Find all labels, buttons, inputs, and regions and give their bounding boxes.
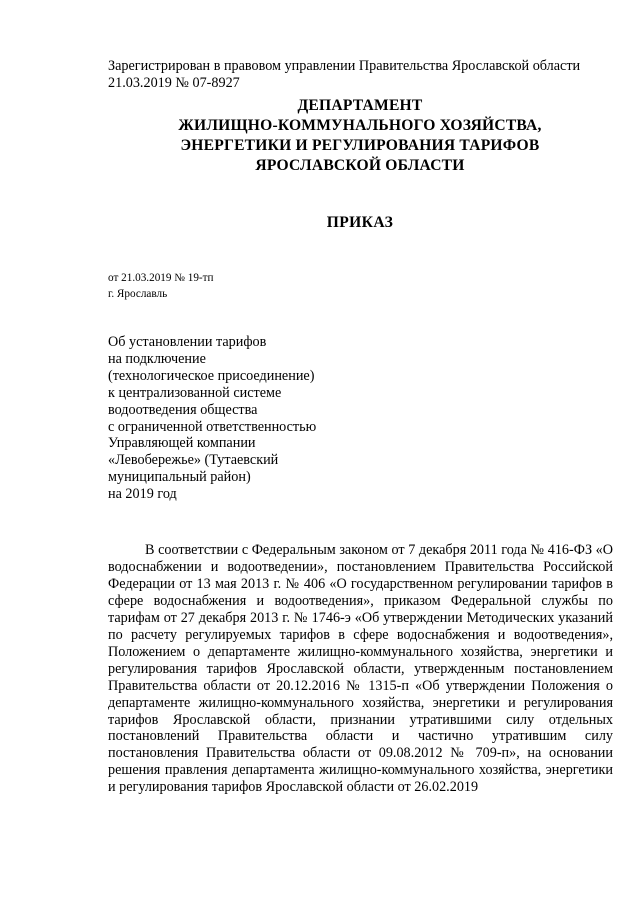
subject-line: «Левобережье» (Тутаевский bbox=[108, 452, 279, 469]
subject-line: на подключение bbox=[108, 350, 206, 367]
department-line-3: ЭНЕРГЕТИКИ И РЕГУЛИРОВАНИЯ ТАРИФОВ bbox=[180, 137, 540, 154]
department-line-4: ЯРОСЛАВСКОЙ ОБЛАСТИ bbox=[255, 157, 465, 174]
department-line-2: ЖИЛИЩНО-КОММУНАЛЬНОГО ХОЗЯЙСТВА, bbox=[178, 117, 542, 134]
subject-line: водоотведения общества bbox=[108, 401, 258, 418]
subject-line: (технологическое присоединение) bbox=[108, 367, 315, 384]
subject-line: Управляющей компании bbox=[108, 435, 256, 452]
subject-line: на 2019 год bbox=[108, 486, 177, 503]
body-paragraph: В соответствии с Федеральным законом от 7 декабря 2011 года № 416-ФЗ «О водоснабжении и водоотведении», постановлением Правительства Российской Федерации от 13 мая 2013 г. № 406 «О государственном регулировании тарифов в сфере водоснабжения и водоотведения», приказом Федеральной службы по тарифам от 27 декабря 2013 г. № 1746-э «Об утверждении Методических указаний по расчету регулируемых тарифов в сфере водоснабжения и водоотведения», Положением о департаменте жилищно-коммунального хозяйства, энергетики и регулирования тарифов Ярославской области, утвержденным постановлением Правительства области от 20.12.2016 № 1315-п «Об утверждении Положения о департаменте жилищно-коммунального хозяйства, энергетики и регулирования тарифов Ярославской области, признании утратившими силу отдельных постановлений Правительства области и частично утратившим силу постановления Правительства области от 09.08.2012 № 709-п», на основании решения правления департамента жилищно-коммунального хозяйства, энергетики и регулирования тарифов Ярославской области от 26.02.2019 bbox=[108, 542, 613, 796]
subject-line: к централизованной системе bbox=[108, 384, 282, 401]
subject-line: Об установлении тарифов bbox=[108, 334, 267, 350]
registration-line-1: Зарегистрирован в правовом управлении Правительства Ярославской области bbox=[108, 58, 581, 74]
department-line-1: ДЕПАРТАМЕНТ bbox=[297, 97, 423, 114]
order-meta bbox=[108, 270, 214, 302]
subject-line: с ограниченной ответственностью bbox=[108, 418, 317, 435]
registration-line-2: 21.03.2019 № 07-8927 bbox=[108, 75, 240, 91]
order-date-number: от 21.03.2019 № 19-тп bbox=[108, 272, 214, 284]
registration-note bbox=[108, 58, 618, 92]
order-title: ПРИКАЗ bbox=[326, 214, 394, 231]
department-heading bbox=[100, 96, 620, 176]
subject-line: муниципальный район) bbox=[108, 469, 251, 486]
order-subject bbox=[108, 334, 316, 503]
order-city: г. Ярославль bbox=[108, 288, 168, 300]
